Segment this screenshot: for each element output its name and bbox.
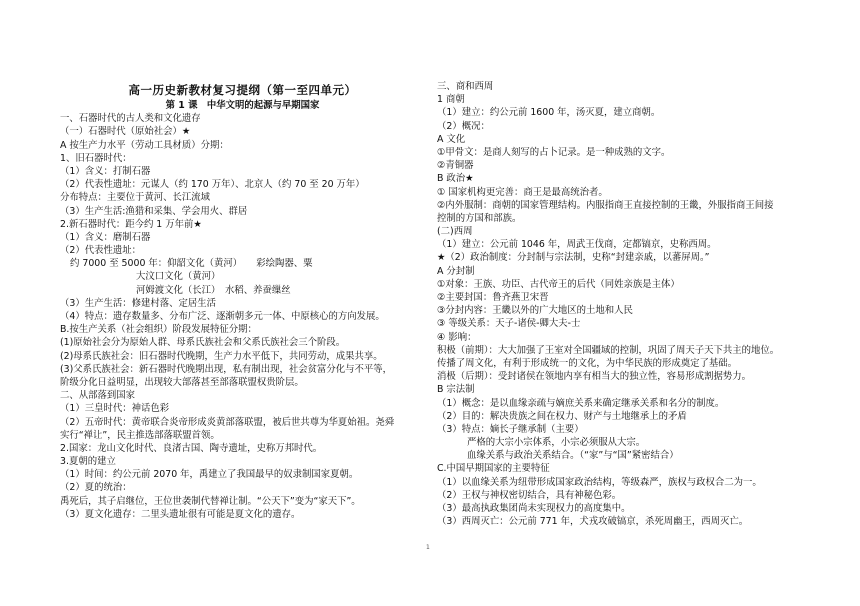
text-line: (2)母系氏族社会：旧石器时代晚期，生产力水平低下，共同劳动，成果共享。 (60, 350, 383, 362)
subsection-heading: （一）石器时代（原始社会）★ (60, 126, 191, 138)
text-line: A 分封制 (437, 265, 475, 277)
text-line: 血缘关系与政治关系结合。（“家”与“国”紧密结合） (467, 450, 679, 462)
text-line: 约 7000 至 5000 年：仰韶文化（黄河） 彩绘陶器、粟 (70, 258, 313, 270)
text-line: ①甲骨文：是商人刻写的占卜记录。是一种成熟的文字。 (437, 146, 671, 158)
text-line: 消极（后期）：受封诸侯在领地内享有相当大的独立性，容易形成割据势力。 (437, 371, 752, 383)
text-line: （2）目的：解决贵族之间在权力、财产与土地继承上的矛盾 (437, 410, 687, 422)
text-line: A 按生产力水平（劳动工具材质）分期： (60, 139, 229, 151)
text-line: （2）代表性遗址：元谋人（约 170 万年）、北京人（约 70 至 20 万年） (60, 179, 365, 191)
text-line: ④ 影响： (437, 331, 477, 343)
text-line: （2）代表性遗址： (60, 245, 141, 257)
text-line: （1）以血缘关系为纽带形成国家政治结构，等级森严，族权与政权合二为一。 (437, 476, 762, 488)
text-line: (3)父系氏族社会：新石器时代晚期出现，私有制出现，社会贫富分化与不平等， (60, 363, 393, 375)
text-line: ②青铜器 (437, 160, 474, 172)
text-line: 分布特点：主要位于黄河、长江流域 (60, 192, 211, 204)
text-line: B.按生产关系（社会组织）阶段发展特征分期： (60, 324, 257, 336)
text-line: （1）概念：是以血缘亲疏与嫡庶关系来确定继承关系和名分的制度。 (437, 397, 725, 409)
text-line: （3）特点：嫡长子继承制（主要） (437, 423, 584, 435)
text-line: （2）五帝时代：黄帝联合炎帝形成炎黄部落联盟，被后世共尊为华夏始祖。尧舜 (60, 416, 395, 428)
text-line: C.中国早期国家的主要特征 (437, 463, 550, 475)
text-line: 阶级分化日益明显，出现较大部落甚至部落联盟权贵阶层。 (60, 376, 304, 388)
text-line: （3）生产生活：修建村落、定居生活 (60, 297, 216, 309)
text-line: 1、旧石器时代： (60, 152, 132, 164)
text-line: 2.新石器时代：距今约 1 万年前★ (60, 218, 202, 230)
text-line: 实行“禅让”，民主推选部落联盟首领。 (60, 429, 220, 441)
text-line: （1）三皇时代：神话色彩 (60, 403, 170, 415)
left-column (60, 80, 425, 521)
text-line: ③分封内容：王畿以外的广大地区的土地和人民 (437, 305, 633, 317)
lesson-title: 第 1 课 中华文明的起源与早期国家 (165, 100, 320, 111)
text-line: （3）西周灭亡：公元前 771 年，犬戎攻破镐京，杀死周幽王，西周灭亡。 (437, 516, 749, 528)
text-line: 严格的大宗小宗体系，小宗必须服从大宗。 (467, 437, 646, 449)
right-column (437, 80, 817, 528)
section-heading: 一、石器时代的古人类和文化遗存 (60, 113, 201, 125)
text-line: 河姆渡文化（长江） 水稻、养蚕缫丝 (136, 284, 291, 296)
section-heading: 三、商和西周 (437, 81, 494, 92)
text-line: （1）含义：磨制石器 (60, 231, 151, 243)
text-line: 禹死后，其子启继位，王位世袭制代替禅让制。“公天下”变为“家天下”。 (60, 495, 361, 507)
page-number: 1 (426, 544, 430, 551)
text-line: ①对象：王族、功臣、古代帝王的后代（同姓亲族是主体） (437, 278, 680, 290)
text-line: （2）王权与神权密切结合，具有神秘色彩。 (437, 489, 622, 501)
text-line: （2）概况： (437, 120, 490, 132)
text-line: 积极（前期）：大大加强了王室对全国疆域的控制，巩固了周天子天下共主的地位。 (437, 344, 780, 356)
text-line: 2.国家：龙山文化时代、良渚古国、陶寺遗址，史称万邦时代。 (60, 442, 323, 454)
text-line: 控制的方国和部族。 (437, 212, 522, 224)
text-line: （3）最高执政集团尚未实现权力的高度集中。 (437, 503, 631, 514)
text-line: B 宗法制 (437, 384, 475, 396)
text-line: （1）时间：约公元前 2070 年，禹建立了我国最早的奴隶制国家夏朝。 (60, 469, 359, 481)
text-line: （1）建立：约公元前 1600 年，汤灭夏，建立商朝。 (437, 107, 661, 119)
text-line: 3.夏朝的建立 (60, 456, 116, 468)
text-line: ②主要封国：鲁齐燕卫宋晋 (437, 292, 549, 303)
text-line: （3）生产生活:渔猎和采集、学会用火、群居 (60, 205, 248, 217)
document-title: 高一历史新教材复习提纲（第一至四单元） (128, 83, 357, 97)
text-line: ②内外服制：商朝的国家管理结构。内服指商王直接控制的王畿，外服指商王间接 (437, 199, 774, 211)
text-line: ★（2）政治制度：分封制与宗法制，史称“封建亲戚，以蕃屏周。” (437, 252, 710, 264)
text-line: （4）特点：遗存数量多、分布广泛、逐渐朝多元一体、中原核心的方向发展。 (60, 311, 385, 322)
text-line: （3）夏文化遗存：二里头遗址很有可能是夏文化的遗存。 (60, 508, 301, 520)
text-line: 大汶口文化（黄河） (136, 271, 221, 283)
text-line: ① 国家机构更完善：商王是最高统治者。 (437, 186, 608, 198)
text-line: ③ 等级关系：天子-诸侯-卿大夫-士 (437, 318, 581, 330)
text-line: (1)原始社会分为原始人群、母系氏族社会和父系氏族社会三个阶段。 (60, 337, 346, 349)
text-line: B 政治★ (437, 173, 474, 185)
text-line: （1）建立：公元前 1046 年，周武王伐商，定都镐京，史称西周。 (437, 239, 717, 251)
subsection-heading: 1 商朝 (437, 94, 465, 106)
subsection-heading: (二)西周 (437, 226, 473, 238)
text-line: 传播了周文化，有利于形成统一的文化，为中华民族的形成奠定了基础。 (437, 357, 738, 369)
text-line: （1）含义：打制石器 (60, 165, 151, 177)
text-line: A 文化 (437, 133, 466, 145)
section-heading: 二、从部落到国家 (60, 390, 136, 402)
text-line: （2）夏的统治： (60, 482, 132, 494)
